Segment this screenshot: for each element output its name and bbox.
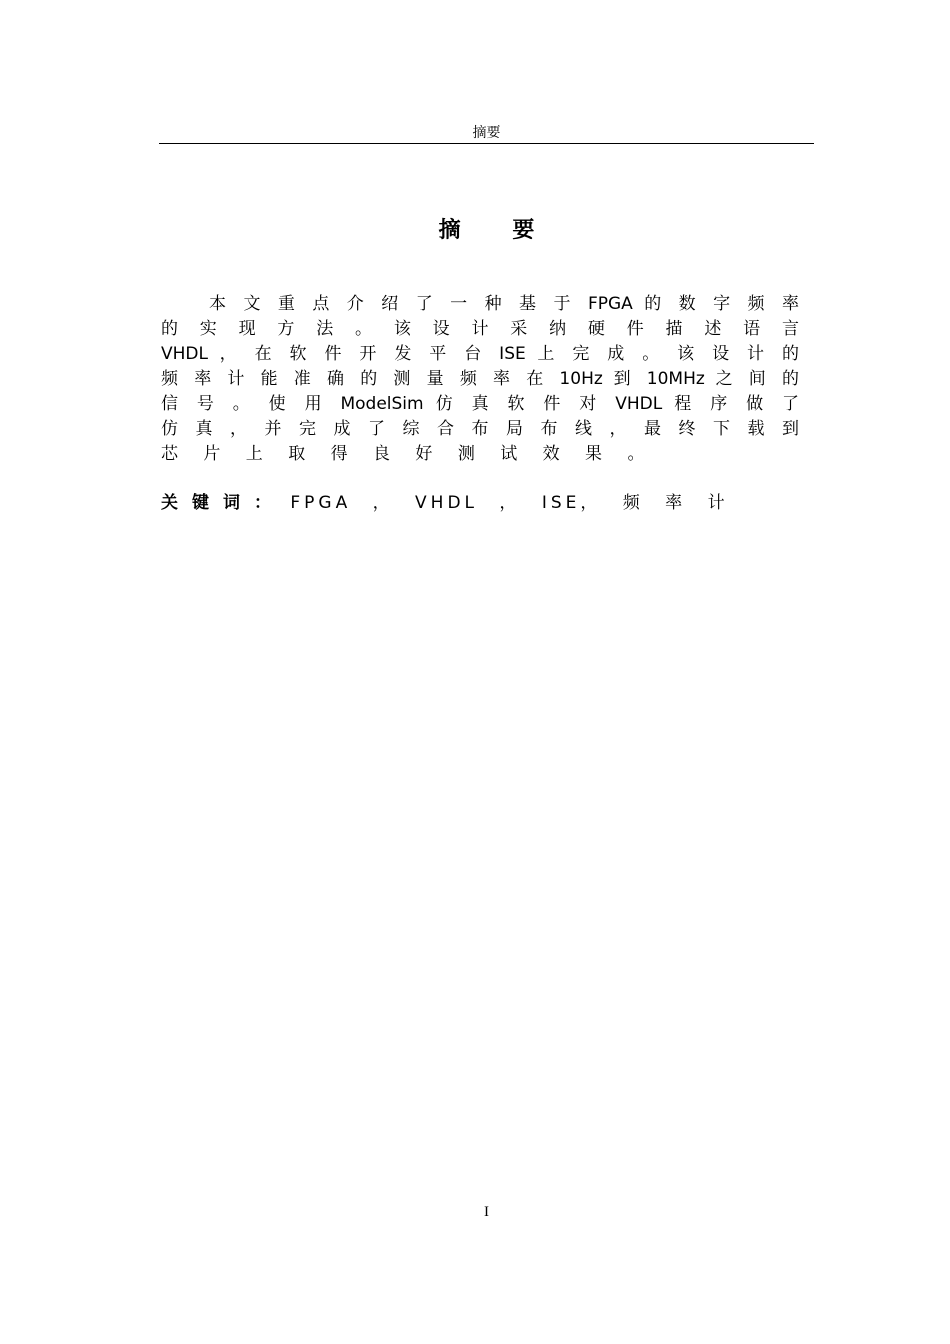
abstract-line: 仿 真 ， 并 完 成 了 综 合 布 局 布 线 ， 最 终 下 载 到 [161, 419, 799, 439]
page-number: I [484, 1204, 489, 1220]
abstract-line: 信 号 。 使 用 ModelSim 仿 真 软 件 对 VHDL 程 序 做 了 [161, 394, 799, 414]
abstract-title: 摘 要 [438, 218, 557, 243]
keywords-label: 关键词： [161, 493, 285, 513]
keywords-value: FPGA ， VHDL ， ISE， 频 率 计 [290, 493, 729, 513]
abstract-paragraph [161, 292, 799, 467]
abstract-line: 的 实 现 方 法 。 该 设 计 采 纳 硬 件 描 述 语 言 [161, 319, 799, 339]
abstract-line: VHDL ， 在 软 件 开 发 平 台 ISE 上 完 成 。 该 设 计 的 [161, 344, 799, 364]
abstract-line: 芯 片 上 取 得 良 好 测 试 效 果 。 [161, 444, 655, 464]
abstract-line: 频 率 计 能 准 确 的 测 量 频 率 在 10Hz 到 10MHz 之 间 的 [161, 369, 799, 389]
running-header: 摘要 [472, 125, 501, 141]
header-divider [159, 143, 814, 144]
abstract-line: 本 文 重 点 介 绍 了 一 种 基 于 FPGA 的 数 字 频 率 [209, 294, 799, 314]
keywords-row [161, 491, 729, 516]
